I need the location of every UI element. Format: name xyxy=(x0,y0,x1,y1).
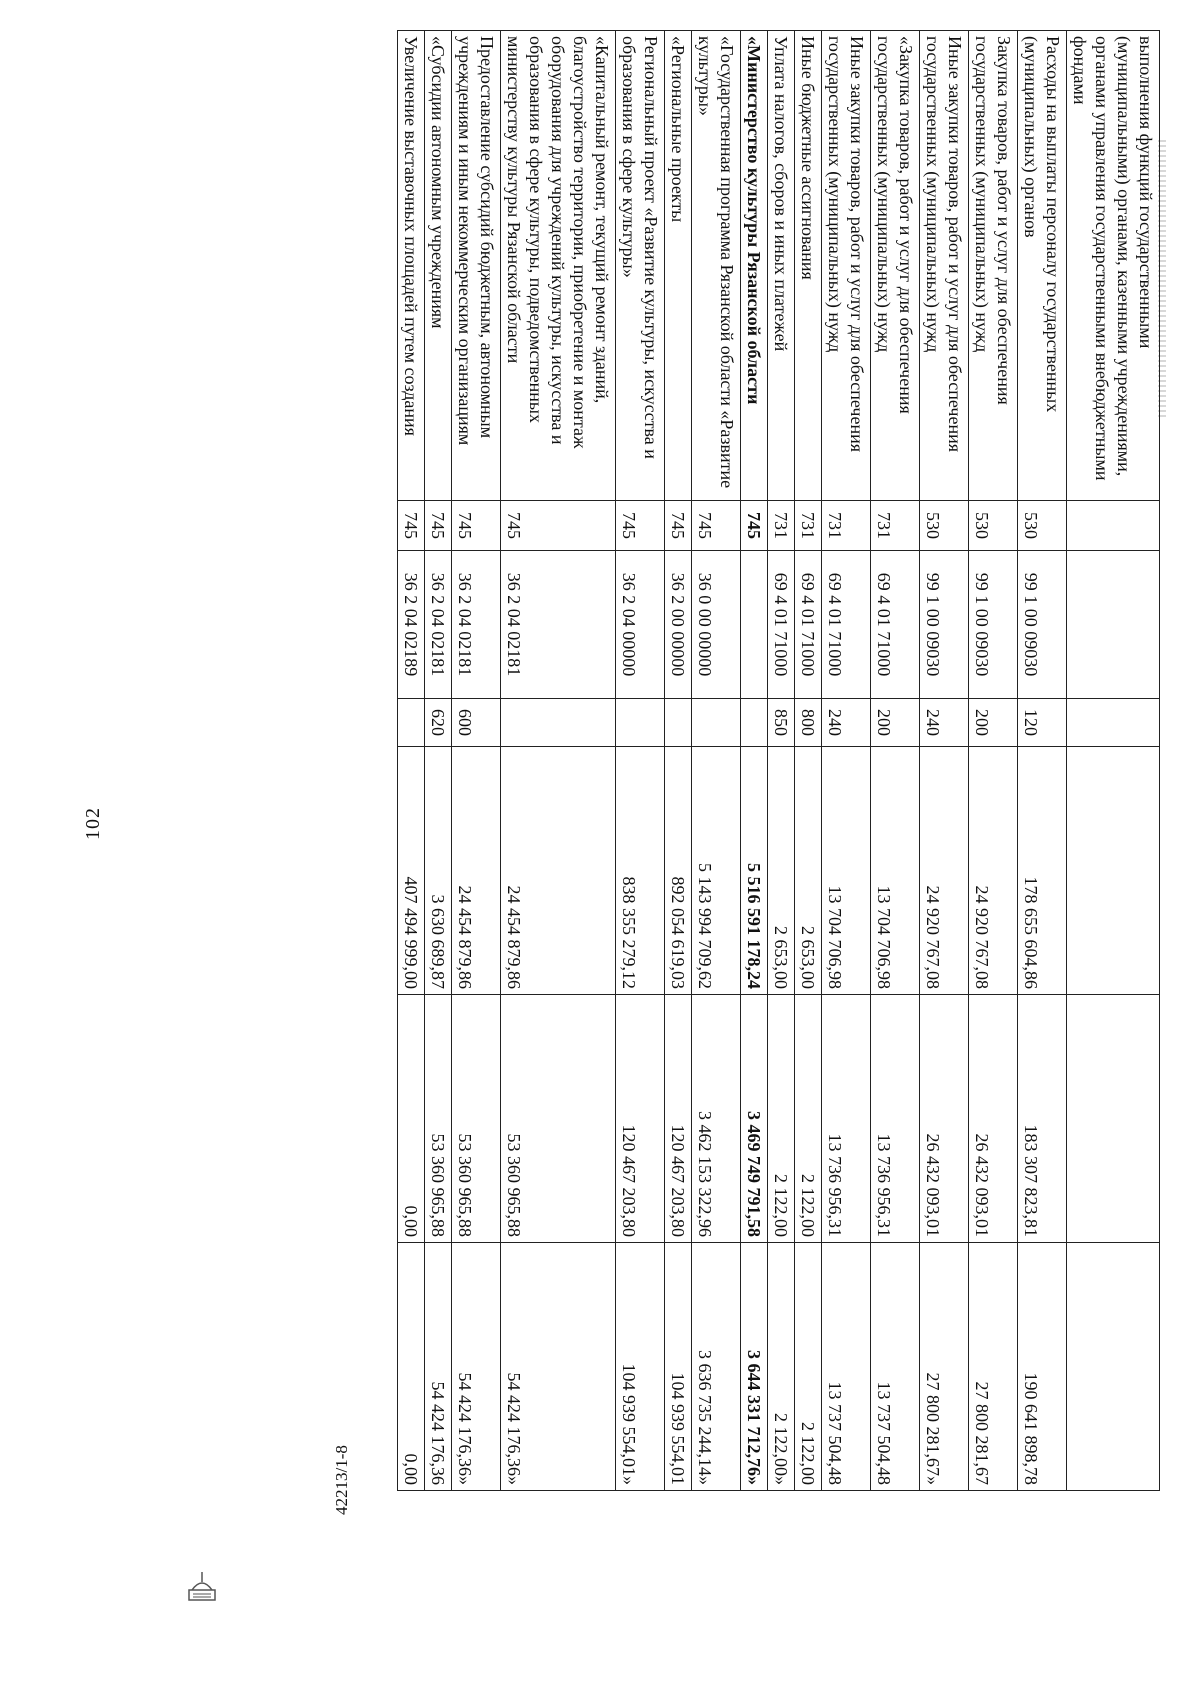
row-value-1: 2 653,00 xyxy=(768,747,795,995)
row-expense-type: 620 xyxy=(425,699,452,747)
row-budget-code: 69 4 01 71000 xyxy=(795,551,822,699)
row-value-3: 190 641 898,78 xyxy=(1018,1243,1067,1491)
row-org-code: 731 xyxy=(795,501,822,551)
row-budget-code: 69 4 01 71000 xyxy=(871,551,920,699)
row-expense-type xyxy=(616,699,665,747)
row-expense-type: 200 xyxy=(871,699,920,747)
table-row xyxy=(741,31,768,1491)
row-expense-type xyxy=(398,699,425,747)
row-value-1: 24 454 879,86 xyxy=(452,747,501,995)
row-org-code: 745 xyxy=(616,501,665,551)
row-value-3: 54 424 176,36» xyxy=(452,1243,501,1491)
table-row xyxy=(692,31,741,1491)
row-value-2: 26 432 093,01 xyxy=(920,995,969,1243)
row-description: «Государственная программа Рязанской области «Развитие культуры» xyxy=(692,31,741,501)
row-value-1: 2 653,00 xyxy=(795,747,822,995)
row-budget-code: 36 2 04 02181 xyxy=(425,551,452,699)
row-expense-type: 200 xyxy=(969,699,1018,747)
row-description: Региональный проект «Развитие культуры, искусства и образования в сфере культуры» xyxy=(616,31,665,501)
table-row xyxy=(616,31,665,1491)
row-budget-code: 99 1 00 09030 xyxy=(1018,551,1067,699)
table-row xyxy=(969,31,1018,1491)
row-value-2: 0,00 xyxy=(398,995,425,1243)
row-value-2: 13 736 956,31 xyxy=(822,995,871,1243)
row-budget-code: 99 1 00 09030 xyxy=(920,551,969,699)
row-org-code: 530 xyxy=(969,501,1018,551)
table-row xyxy=(871,31,920,1491)
row-value-2: 3 469 749 791,58 xyxy=(741,995,768,1243)
table-row xyxy=(1067,31,1160,1491)
row-budget-code: 99 1 00 09030 xyxy=(969,551,1018,699)
row-value-2: 2 122,00 xyxy=(795,995,822,1243)
row-description: Расходы на выплаты персоналу государственных (муниципальных) органов xyxy=(1018,31,1067,501)
budget-table xyxy=(397,30,1160,1491)
row-expense-type: 240 xyxy=(920,699,969,747)
row-description: Закупка товаров, работ и услуг для обеспечения государственных (муниципальных) нужд xyxy=(969,31,1018,501)
table-row xyxy=(822,31,871,1491)
row-description: Иные закупки товаров, работ и услуг для обеспечения государственных (муниципальных) нужд xyxy=(920,31,969,501)
row-org-code: 745 xyxy=(452,501,501,551)
row-expense-type: 600 xyxy=(452,699,501,747)
row-description: выполнения функций государственными (муниципальными) органами, казенными учреждениями, органами управления государственными внебюджетными фондами xyxy=(1067,31,1160,501)
row-value-3: 3 644 331 712,76» xyxy=(741,1243,768,1491)
budget-table-body xyxy=(398,31,1160,1491)
row-description: Уплата налогов, сборов и иных платежей xyxy=(768,31,795,501)
row-value-3: 13 737 504,48 xyxy=(871,1243,920,1491)
row-org-code: 745 xyxy=(692,501,741,551)
row-description: «Закупка товаров, работ и услуг для обеспечения государственных (муниципальных) нужд xyxy=(871,31,920,501)
row-description: Предоставление субсидий бюджетным, автономным учреждениям и иным некоммерческим организациям xyxy=(452,31,501,501)
row-budget-code: 36 2 00 00000 xyxy=(665,551,692,699)
row-description: «Капитальный ремонт, текущий ремонт зданий, благоустройство территории, приобретение и монтаж оборудования для учреждений культуры, искусства и образования в сфере культуры, подведомственных министерству культуры Рязанской области xyxy=(501,31,616,501)
row-org-code: 731 xyxy=(871,501,920,551)
budget-table-container xyxy=(160,30,1160,1490)
row-org-code: 745 xyxy=(398,501,425,551)
row-value-1: 13 704 706,98 xyxy=(822,747,871,995)
row-value-1: 407 494 999,00 xyxy=(398,747,425,995)
row-budget-code: 69 4 01 71000 xyxy=(822,551,871,699)
row-budget-code: 36 2 04 00000 xyxy=(616,551,665,699)
row-expense-type xyxy=(741,699,768,747)
row-value-1: 178 655 604,86 xyxy=(1018,747,1067,995)
table-row xyxy=(425,31,452,1491)
row-value-2 xyxy=(1067,995,1160,1243)
row-value-3: 0,00 xyxy=(398,1243,425,1491)
row-value-2: 13 736 956,31 xyxy=(871,995,920,1243)
row-org-code: 745 xyxy=(501,501,616,551)
row-value-3: 54 424 176,36» xyxy=(501,1243,616,1491)
row-value-3: 3 636 735 244,14» xyxy=(692,1243,741,1491)
row-description: «Региональные проекты xyxy=(665,31,692,501)
row-value-1: 5 516 591 178,24 xyxy=(741,747,768,995)
row-value-1: 3 630 689,87 xyxy=(425,747,452,995)
row-value-3: 27 800 281,67» xyxy=(920,1243,969,1491)
row-value-3: 27 800 281,67 xyxy=(969,1243,1018,1491)
row-budget-code: 36 2 04 02189 xyxy=(398,551,425,699)
table-row xyxy=(920,31,969,1491)
row-description: «Министерство культуры Рязанской области xyxy=(741,31,768,501)
row-expense-type xyxy=(1067,699,1160,747)
row-budget-code: 36 2 04 02181 xyxy=(501,551,616,699)
row-budget-code: 36 0 00 00000 xyxy=(692,551,741,699)
row-value-1: 892 054 619,03 xyxy=(665,747,692,995)
row-value-1: 24 454 879,86 xyxy=(501,747,616,995)
row-value-3: 2 122,00» xyxy=(768,1243,795,1491)
table-row xyxy=(452,31,501,1491)
row-value-3: 2 122,00 xyxy=(795,1243,822,1491)
page-number: 102 xyxy=(82,807,104,840)
table-row xyxy=(1018,31,1067,1491)
row-value-1: 24 920 767,08 xyxy=(920,747,969,995)
row-expense-type: 850 xyxy=(768,699,795,747)
row-value-3: 54 424 176,36 xyxy=(425,1243,452,1491)
row-expense-type: 240 xyxy=(822,699,871,747)
row-description: Увеличение выставочных площадей путем создания xyxy=(398,31,425,501)
row-value-2: 183 307 823,81 xyxy=(1018,995,1067,1243)
row-org-code xyxy=(1067,501,1160,551)
row-value-2: 2 122,00 xyxy=(768,995,795,1243)
row-value-1: 838 355 279,12 xyxy=(616,747,665,995)
row-value-2: 26 432 093,01 xyxy=(969,995,1018,1243)
row-value-2: 120 467 203,80 xyxy=(665,995,692,1243)
row-value-2: 53 360 965,88 xyxy=(501,995,616,1243)
row-value-3 xyxy=(1067,1243,1160,1491)
stamp-logo-icon xyxy=(187,1568,217,1602)
row-expense-type: 120 xyxy=(1018,699,1067,747)
row-org-code: 745 xyxy=(741,501,768,551)
row-org-code: 530 xyxy=(920,501,969,551)
row-value-1: 5 143 994 709,62 xyxy=(692,747,741,995)
row-expense-type: 800 xyxy=(795,699,822,747)
row-value-2: 53 360 965,88 xyxy=(452,995,501,1243)
table-row xyxy=(501,31,616,1491)
row-value-3: 13 737 504,48 xyxy=(822,1243,871,1491)
row-org-code: 530 xyxy=(1018,501,1067,551)
row-expense-type xyxy=(665,699,692,747)
row-budget-code: 69 4 01 71000 xyxy=(768,551,795,699)
row-expense-type xyxy=(501,699,616,747)
table-row xyxy=(768,31,795,1491)
table-row xyxy=(665,31,692,1491)
row-org-code: 731 xyxy=(822,501,871,551)
row-budget-code: 36 2 04 02181 xyxy=(452,551,501,699)
row-budget-code xyxy=(741,551,768,699)
row-value-1: 24 920 767,08 xyxy=(969,747,1018,995)
row-description: «Субсидии автономным учреждениям xyxy=(425,31,452,501)
row-value-1: 13 704 706,98 xyxy=(871,747,920,995)
row-value-2: 53 360 965,88 xyxy=(425,995,452,1243)
row-org-code: 731 xyxy=(768,501,795,551)
row-value-3: 104 939 554,01 xyxy=(665,1243,692,1491)
row-value-1 xyxy=(1067,747,1160,995)
row-value-2: 120 467 203,80 xyxy=(616,995,665,1243)
row-org-code: 745 xyxy=(425,501,452,551)
row-budget-code xyxy=(1067,551,1160,699)
row-value-3: 104 939 554,01» xyxy=(616,1243,665,1491)
document-code: 42213/1-8 xyxy=(332,1445,351,1515)
table-row xyxy=(795,31,822,1491)
row-org-code: 745 xyxy=(665,501,692,551)
row-description: Иные закупки товаров, работ и услуг для обеспечения государственных (муниципальных) нужд xyxy=(822,31,871,501)
table-row xyxy=(398,31,425,1491)
row-expense-type xyxy=(692,699,741,747)
row-value-2: 3 462 153 322,96 xyxy=(692,995,741,1243)
row-description: Иные бюджетные ассигнования xyxy=(795,31,822,501)
